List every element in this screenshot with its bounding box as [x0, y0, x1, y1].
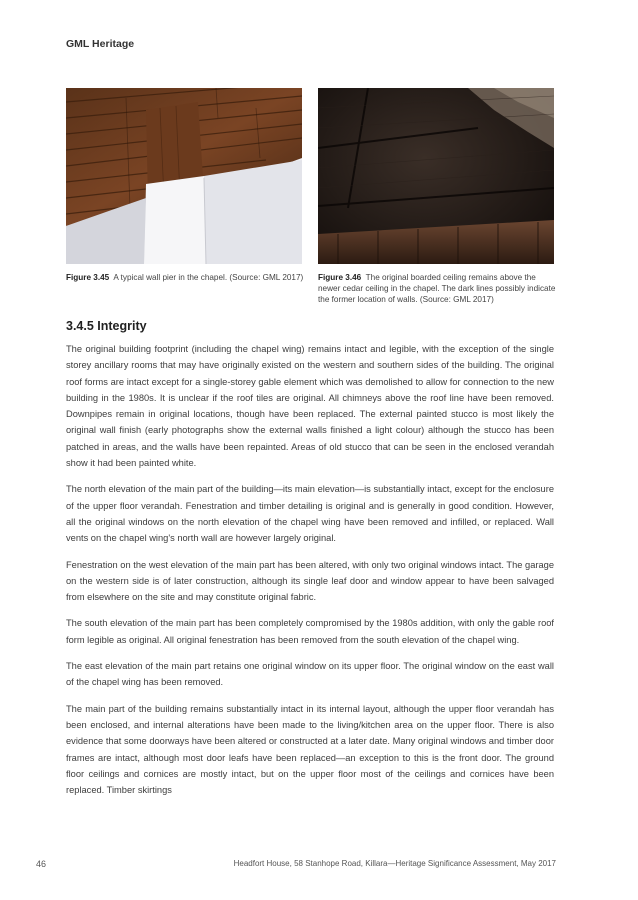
paragraph: The main part of the building remains substantially intact in its internal layout, although the upper floor verandah has been enclosed, and internal alterations have been made to the living/kitchen area on the upper floor. There is also evidence that some doorways have been altered or constructed at a later date. Many original windows and timber door frames are intact, although most door leafs have been replaced—an exception to this is the front door. The ground floor ceilings and cornices are mostly intact, but on the upper floor most of the ceilings and cornices have been replaced. Timber skirtings: [66, 703, 554, 796]
section-body: [66, 341, 554, 808]
figure-number: Figure 3.45: [66, 273, 110, 282]
figure-wall-pier-photo: [66, 88, 302, 264]
page-number: 46: [36, 859, 47, 869]
paragraph: The south elevation of the main part has been completely compromised by the 1980s addition, with only the gable roof form legible as original. All original fenestration has been removed from the south elevation of the chapel wing.: [66, 618, 554, 645]
header-brand: GML Heritage: [66, 38, 135, 50]
paragraph: The east elevation of the main part retains one original window on its upper floor. The original window on the east wall of the chapel wing has been removed.: [66, 661, 554, 688]
footer-document-title: Headfort House, 58 Stanhope Road, Killara—Heritage Significance Assessment, May 2017: [233, 859, 556, 868]
figure-caption: [318, 272, 558, 305]
boarded-ceiling-image: [318, 88, 554, 264]
figure-caption-text: The original boarded ceiling remains above the newer cedar ceiling in the chapel. The dark lines possibly indicate the former location of walls. (Source: GML 2017): [318, 273, 556, 304]
figure-number: Figure 3.46: [318, 273, 362, 282]
figure-caption-text: A typical wall pier in the chapel. (Source: GML 2017): [113, 273, 304, 282]
figure-boarded-ceiling-photo: [318, 88, 554, 264]
paragraph: Fenestration on the west elevation of the main part has been altered, with only two original windows intact. The garage on the western side is of later construction, although its single leaf door and window appear to have been salvaged from elsewhere on the site and may constitute original fabric.: [66, 559, 554, 603]
paragraph: The original building footprint (including the chapel wing) remains intact and legible, with the exception of the single storey ancillary rooms that may have originally existed on the western and southern sides of the building. The original roof forms are intact except for a single-storey gable element which was demolished to allow for connection to the new building in the 1980s. It is unclear if the roof tiles are original. All chimneys above the roof line have been removed. Downpipes remain in original locations, though have been replaced. The external painted stucco is most likely the original wall finish (early photographs show the external walls finished a light colour) although the stucco has been patched in areas, and the walls have been repainted. Areas of old stucco that can be seen in the enclosed verandah show it had been painted white.: [66, 344, 554, 469]
paragraph: The north elevation of the main part of the building—its main elevation—is substantially intact, except for the enclosure of the upper floor verandah. Fenestration and timber detailing is original and is generally in good condition. However, all the original windows on the north elevation of the chapel wing have been removed and infilled, or replaced. Wall vents on the chapel wing's north wall are however largely original.: [66, 484, 554, 544]
figure-caption: [66, 272, 306, 283]
wall-pier-image: [66, 88, 302, 264]
section-title: 3.4.5 Integrity: [66, 319, 147, 333]
